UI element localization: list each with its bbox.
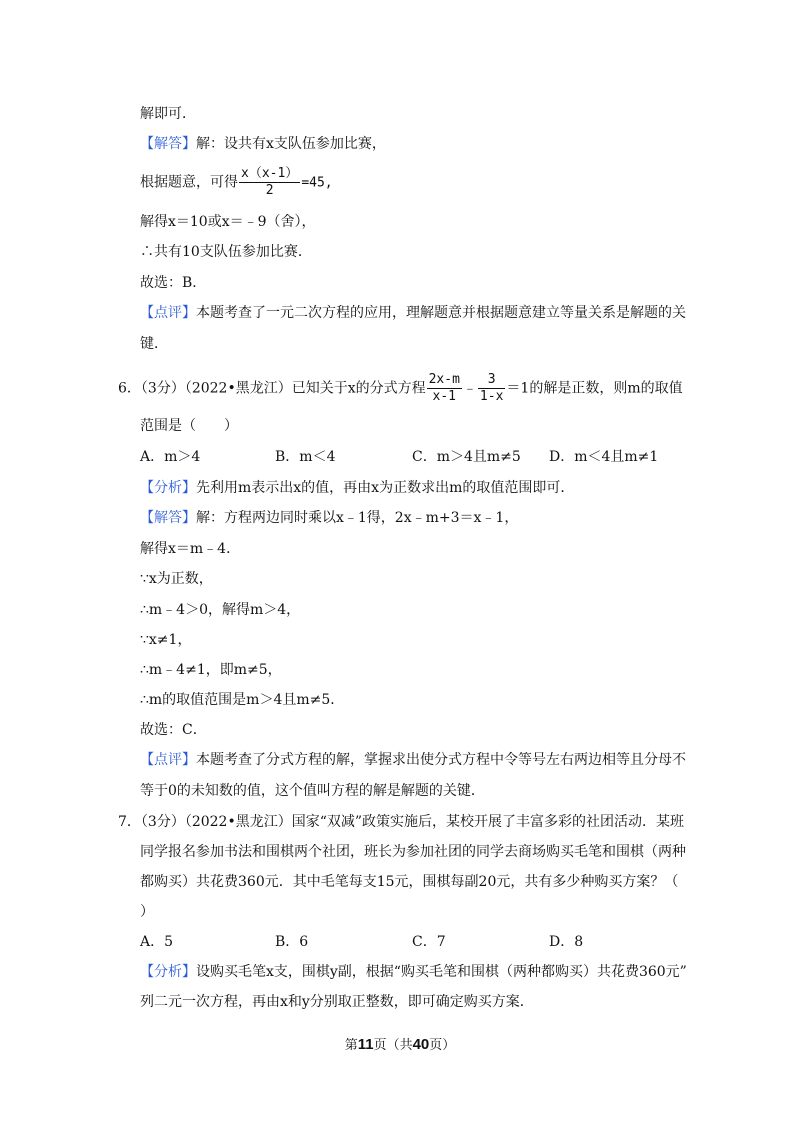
q7-stem-3: 都购买）共花费360元．其中毛笔每支15元，围棋每副20元，共有多少种购买方案？（	[140, 874, 679, 890]
q6-comment-line: 【点评】本题考查了分式方程的解，掌握求出使分式方程中令等号左右两边相等且分母不	[140, 752, 686, 768]
q6-stem-2: 范围是（ ）	[140, 418, 238, 434]
q6-answer-line: 【解答】解：方程两边同时乘以x﹣1得，2x﹣m+3＝x﹣1，	[140, 510, 519, 526]
q7-stem-4: ）	[140, 904, 154, 920]
q6-option-a: A．m＞4	[140, 449, 201, 465]
q6-comment-line-2: 等于0的未知数的值，这个值叫方程的解是解题的关键．	[140, 783, 485, 799]
answer-text: 解：设共有x支队伍参加比赛，	[196, 136, 386, 152]
q5-text-line: 解即可．	[140, 106, 196, 122]
q6-step-5: ∴m﹣4≠1，即m≠5，	[140, 662, 282, 678]
q5-solution-line: 解得x＝10或x＝﹣9（舍），	[140, 214, 316, 230]
q6-stem: 6．（3分）（2022•黑龙江）已知关于x的分式方程 $\frac{2x-m}{x-1}$ ﹣ $\frac{3}{1-x}$ ＝1的解是正数，则m的取值	[118, 372, 683, 404]
q6-option-b: B．m＜4	[275, 449, 336, 465]
answer-tag: 【解答】	[140, 136, 196, 152]
answer-tag: 【解答】	[140, 510, 196, 526]
comment-tag: 【点评】	[140, 752, 196, 768]
q7-option-d: D．8	[549, 934, 584, 950]
q5-conclusion-line: ∴共有10支队伍参加比赛．	[140, 244, 312, 260]
q5-equation-line: 根据题意，可得 $\frac{x(x-1)}{2}$ =45,	[140, 166, 333, 198]
analysis-tag: 【分析】	[140, 964, 196, 980]
total-pages: 40	[412, 1036, 430, 1053]
q6-choice-line: 故选：C．	[140, 722, 207, 738]
q7-option-c: C．7	[412, 934, 446, 950]
q6-analysis-line: 【分析】先利用m表示出x的值，再由x为正数求出m的取值范围即可．	[140, 480, 575, 496]
q5-choice-line: 故选：B．	[140, 275, 207, 291]
comment-tag: 【点评】	[140, 305, 196, 321]
q5-comment-line-2: 键．	[140, 336, 168, 352]
q7-stem-1: 7．（3分）（2022•黑龙江）国家“双减”政策实施后，某校开展了丰富多彩的社团活动．某班	[118, 814, 685, 830]
page-footer: 第11页（共40页）	[344, 1036, 456, 1053]
q5-comment-line: 【点评】本题考查了一元二次方程的应用，理解题意并根据题意建立等量关系是解题的关	[140, 305, 686, 321]
q6-option-d: D．m＜4且m≠1	[549, 449, 659, 465]
q7-stem-2: 同学报名参加书法和围棋两个社团，班长为参加社团的同学去商场购买毛笔和围棋（两种	[140, 844, 686, 860]
q6-step-4: ∵x≠1，	[140, 632, 192, 648]
fraction: $\frac{x(x-1)}{2}$	[241, 166, 299, 198]
q7-option-b: B．6	[275, 934, 309, 950]
q6-step-2: ∵x为正数，	[140, 571, 213, 587]
q6-step-3: ∴m﹣4＞0，解得m＞4，	[140, 602, 301, 618]
q7-option-a: A．5	[140, 934, 174, 950]
fraction: $\frac{3}{1-x}$	[479, 372, 504, 404]
fraction: $\frac{2x-m}{x-1}$	[428, 372, 460, 404]
q6-step-6: ∴m的取值范围是m＞4且m≠5．	[140, 692, 345, 708]
q6-step-1: 解得x＝m﹣4．	[140, 541, 241, 557]
q7-analysis-line: 【分析】设购买毛笔x支，围棋y副，根据“购买毛笔和围棋（两种都购买）共花费360元”	[140, 964, 687, 980]
q6-option-c: C．m＞4且m≠5	[412, 449, 521, 465]
analysis-tag: 【分析】	[140, 480, 196, 496]
q5-answer-line	[140, 134, 386, 154]
q7-analysis-line-2: 列二元一次方程，再由x和y分别取正整数，即可确定购买方案．	[140, 994, 534, 1010]
page-number: 11	[357, 1036, 374, 1053]
